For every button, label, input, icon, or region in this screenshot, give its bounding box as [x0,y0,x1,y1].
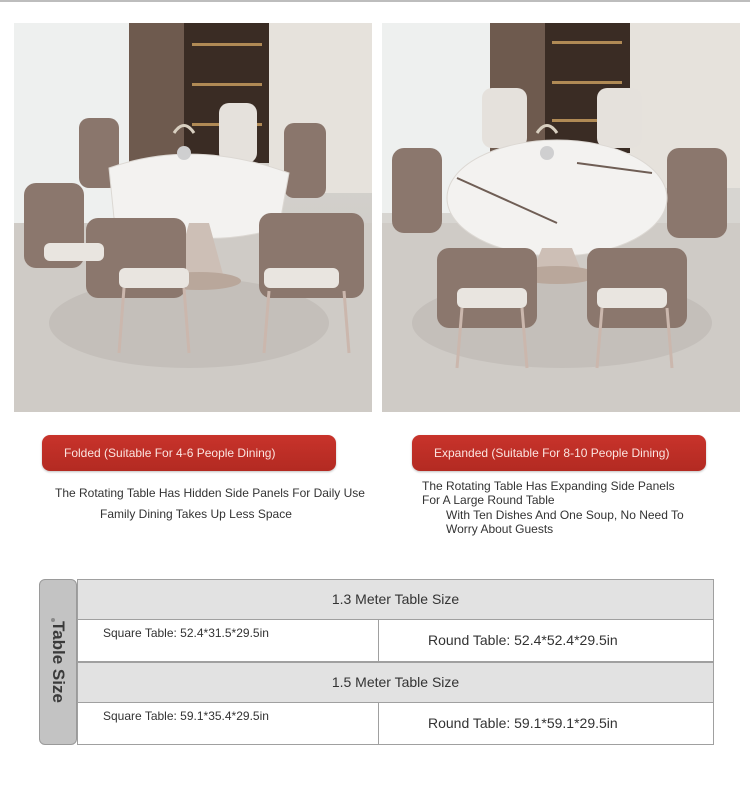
size-side-tab [39,579,77,745]
expanded-badge: Expanded (Suitable For 8-10 People Dining) [412,435,706,471]
folded-description-1: The Rotating Table Has Hidden Side Panels For Daily Use [55,486,365,500]
expanded-description-1: The Rotating Table Has Expanding Side Panels For A Large Round Table [422,479,675,507]
folded-description-2: Family Dining Takes Up Less Space [100,507,292,521]
round-size-2: Round Table: 59.1*59.1*29.5in [428,715,618,731]
size-row-2 [77,703,714,745]
square-size-1: Square Table: 52.4*31.5*29.5in [78,620,379,661]
size-heading-2: 1.5 Meter Table Size [77,662,714,703]
expanded-table-photo [382,23,740,412]
square-size-2: Square Table: 59.1*35.4*29.5in [78,703,379,744]
folded-badge: Folded (Suitable For 4-6 People Dining) [42,435,336,471]
size-table [39,579,715,745]
size-heading-1: 1.3 Meter Table Size [77,579,714,620]
round-size-1: Round Table: 52.4*52.4*29.5in [428,632,618,648]
expanded-description-2: With Ten Dishes And One Soup, No Need To Worry About Guests [446,508,684,536]
top-divider [0,0,750,2]
folded-table-photo [14,23,372,412]
size-row-1 [77,620,714,662]
size-side-label: Table Size [49,621,68,703]
